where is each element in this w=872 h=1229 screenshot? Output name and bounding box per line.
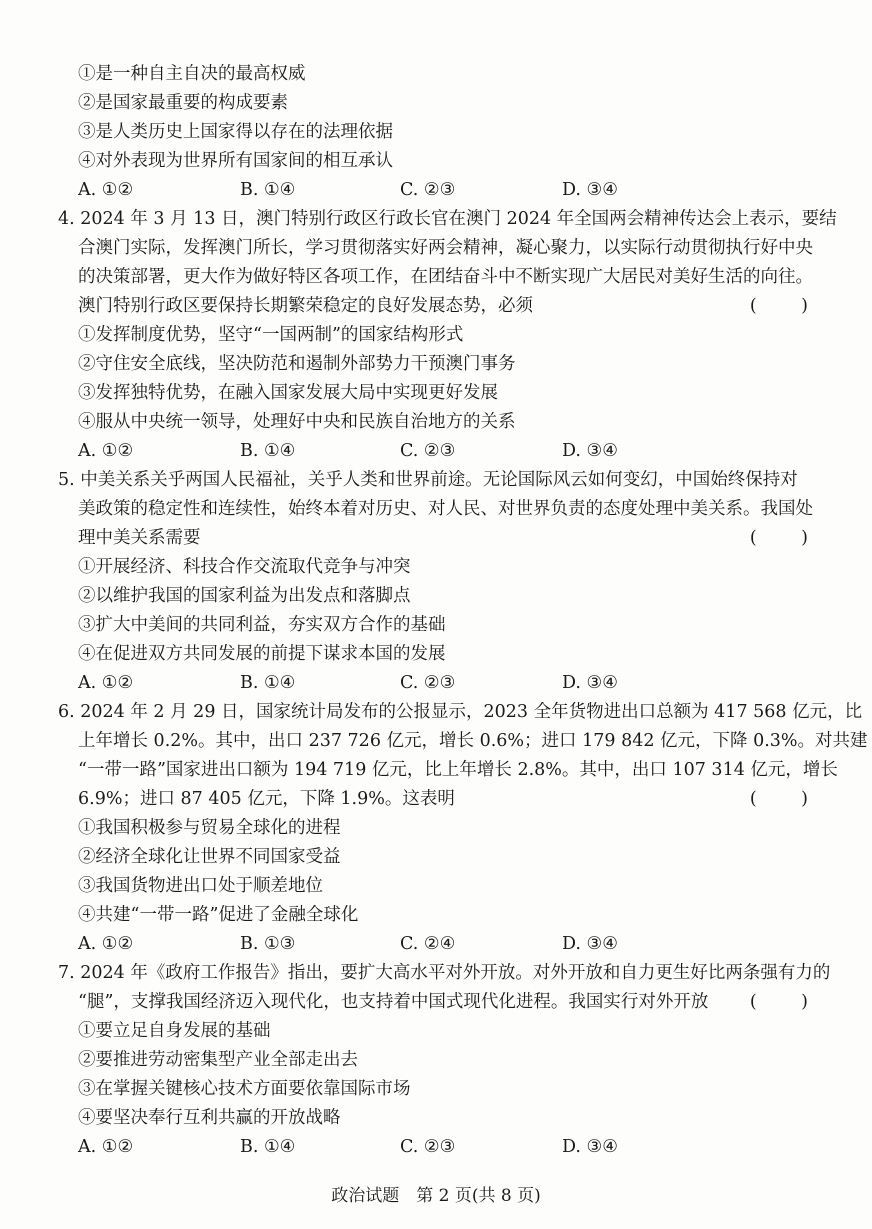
q4-item-1: ①发挥制度优势，坚守“一国两制”的国家结构形式 (78, 325, 464, 345)
q4-item-2: ②守住安全底线，坚决防范和遏制外部势力干预澳门事务 (78, 354, 516, 374)
q5-item-2: ②以维护我国的国家利益为出发点和落脚点 (78, 586, 411, 606)
q6-item-1: ①我国积极参与贸易全球化的进程 (78, 818, 341, 838)
q4-stem-line-1: 4. 2024 年 3 月 13 日，澳门特别行政区行政长官在澳门 2024 年全国两会精神传达会上表示，要结 (58, 209, 837, 229)
q7-option-c: C. ②③ (400, 1137, 456, 1157)
q7-item-2: ②要推进劳动密集型产业全部走出去 (78, 1050, 358, 1070)
q6-item-4: ④共建“一带一路”促进了金融全球化 (78, 905, 359, 925)
q3-options (0, 178, 872, 202)
q3-item-2: ②是国家最重要的构成要素 (78, 93, 288, 113)
q7-stem-line-2 (78, 990, 808, 1014)
q4-option-c: C. ②③ (400, 441, 456, 461)
q5-item-1: ①开展经济、科技合作交流取代竞争与冲突 (78, 557, 411, 577)
q5-item-3: ③扩大中美间的共同利益，夯实双方合作的基础 (78, 615, 446, 635)
q4-options (0, 439, 872, 463)
q7-item-3: ③在掌握关键核心技术方面要依靠国际市场 (78, 1079, 411, 1099)
q7-answer-bracket: ( ) (749, 992, 808, 1012)
q4-option-b: B. ①④ (240, 441, 296, 461)
q6-stem-line-1: 6. 2024 年 2 月 29 日，国家统计局发布的公报显示，2023 全年货物进出口总额为 417 568 亿元，比 (58, 702, 863, 722)
q5-stem-line-1: 5. 中美关系关乎两国人民福祉，关乎人类和世界前途。无论国际风云如何变幻，中国始终保持对 (58, 470, 798, 490)
q6-option-a: A. ①② (78, 934, 134, 954)
q4-stem-line-2: 合澳门实际，发挥澳门所长，学习贯彻落实好两会精神，凝心聚力，以实际行动贯彻执行好中央 (78, 238, 813, 258)
q6-item-3: ③我国货物进出口处于顺差地位 (78, 876, 323, 896)
q7-option-a: A. ①② (78, 1137, 134, 1157)
q3-option-d: D. ③④ (562, 180, 618, 200)
q7-option-d: D. ③④ (562, 1137, 618, 1157)
q4-option-a: A. ①② (78, 441, 134, 461)
q3-option-b: B. ①④ (240, 180, 296, 200)
q4-answer-bracket: ( ) (749, 296, 808, 316)
q7-options (0, 1135, 872, 1159)
q7-item-4: ④要坚决奉行互利共赢的开放战略 (78, 1108, 341, 1128)
q7-option-b: B. ①④ (240, 1137, 296, 1157)
q4-stem-line-4 (78, 294, 808, 318)
q5-stem-text: 理中美关系需要 (78, 528, 201, 548)
q6-option-c: C. ②④ (400, 934, 456, 954)
q4-option-d: D. ③④ (562, 441, 618, 461)
q5-stem-line-3 (78, 526, 808, 550)
q3-item-3: ③是人类历史上国家得以存在的法理依据 (78, 122, 393, 142)
q4-item-3: ③发挥独特优势，在融入国家发展大局中实现更好发展 (78, 383, 498, 403)
q6-stem-line-4 (78, 787, 808, 811)
q6-answer-bracket: ( ) (749, 789, 808, 809)
q5-stem-line-2: 美政策的稳定性和连续性，始终本着对历史、对人民、对世界负责的态度处理中美关系。我国处 (78, 499, 813, 519)
q6-options (0, 932, 872, 956)
q3-option-a: A. ①② (78, 180, 134, 200)
q5-option-d: D. ③④ (562, 673, 618, 693)
q5-option-c: C. ②③ (400, 673, 456, 693)
q5-option-a: A. ①② (78, 673, 134, 693)
q5-item-4: ④在促进双方共同发展的前提下谋求本国的发展 (78, 644, 446, 664)
q6-stem-line-2: 上年增长 0.2%。其中，出口 237 726 亿元，增长 0.6%；进口 179 842 亿元，下降 0.3%。对共建 (78, 731, 868, 751)
q6-stem-text: 6.9%；进口 87 405 亿元，下降 1.9%。这表明 (78, 789, 455, 809)
q5-options (0, 671, 872, 695)
q7-stem-line-1: 7. 2024 年《政府工作报告》指出，要扩大高水平对外开放。对外开放和自力更生好比两条强有力的 (58, 963, 831, 983)
q7-stem-text: “腿”，支撑我国经济迈入现代化，也支持着中国式现代化进程。我国实行对外开放 (78, 992, 709, 1012)
q4-stem-text: 澳门特别行政区要保持长期繁荣稳定的良好发展态势，必须 (78, 296, 533, 316)
q5-option-b: B. ①④ (240, 673, 296, 693)
q6-option-b: B. ①③ (240, 934, 296, 954)
q3-option-c: C. ②③ (400, 180, 456, 200)
q6-option-d: D. ③④ (562, 934, 618, 954)
page-footer: 政治试题 第 2 页(共 8 页) (331, 1186, 541, 1206)
q4-stem-line-3: 的决策部署，更大作为做好特区各项工作，在团结奋斗中不断实现广大居民对美好生活的向往。 (78, 267, 813, 287)
q3-item-1: ①是一种自主自决的最高权威 (78, 64, 306, 84)
q6-item-2: ②经济全球化让世界不同国家受益 (78, 847, 341, 867)
q7-item-1: ①要立足自身发展的基础 (78, 1021, 271, 1041)
q4-item-4: ④服从中央统一领导，处理好中央和民族自治地方的关系 (78, 412, 516, 432)
q5-answer-bracket: ( ) (749, 528, 808, 548)
q6-stem-line-3: “一带一路”国家进出口额为 194 719 亿元，比上年增长 2.8%。其中，出口 107 314 亿元，增长 (78, 760, 838, 780)
q3-item-4: ④对外表现为世界所有国家间的相互承认 (78, 151, 393, 171)
